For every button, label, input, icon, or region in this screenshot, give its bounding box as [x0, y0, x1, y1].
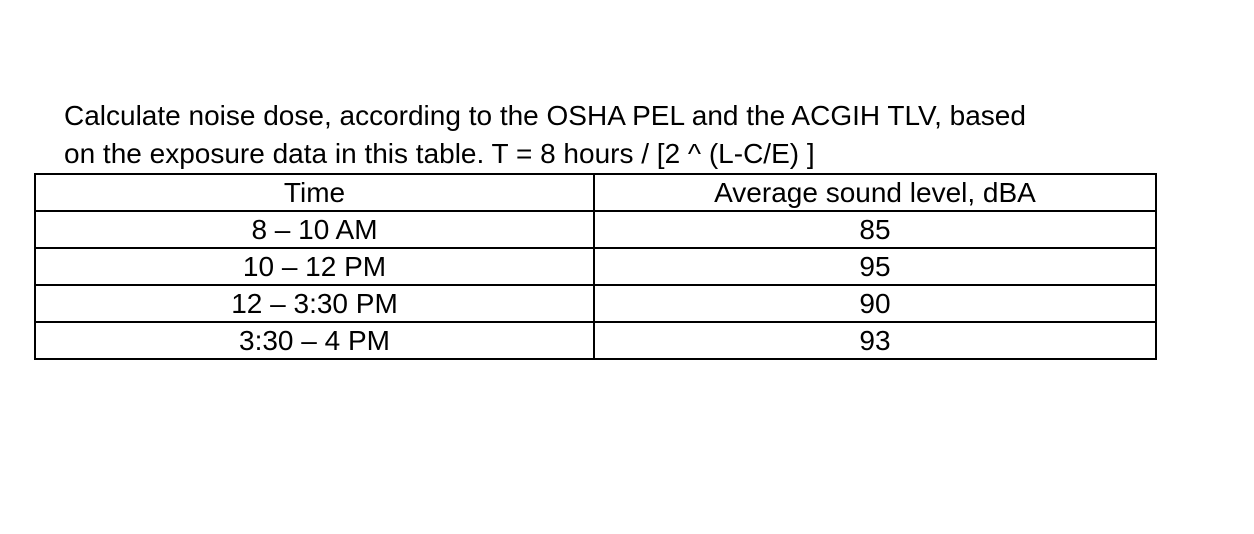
- table-header-row: [35, 174, 1156, 211]
- sound-level-cell: 93: [594, 322, 1156, 359]
- table-row: [35, 285, 1156, 322]
- time-cell: 10 – 12 PM: [35, 248, 594, 285]
- table-row: [35, 211, 1156, 248]
- question-line-1: Calculate noise dose, according to the OSHA PEL and the ACGIH TLV, based: [64, 100, 1026, 131]
- sound-level-cell: 90: [594, 285, 1156, 322]
- question-text: [64, 97, 1184, 173]
- time-cell: 3:30 – 4 PM: [35, 322, 594, 359]
- table-row: [35, 248, 1156, 285]
- table-row: [35, 322, 1156, 359]
- header-time: Time: [35, 174, 594, 211]
- exposure-table: [34, 173, 1157, 360]
- header-sound-level: Average sound level, dBA: [594, 174, 1156, 211]
- time-cell: 12 – 3:30 PM: [35, 285, 594, 322]
- sound-level-cell: 85: [594, 211, 1156, 248]
- question-line-2: on the exposure data in this table. T = 8 hours / [2 ^ (L-C/E) ]: [64, 138, 815, 169]
- time-cell: 8 – 10 AM: [35, 211, 594, 248]
- sound-level-cell: 95: [594, 248, 1156, 285]
